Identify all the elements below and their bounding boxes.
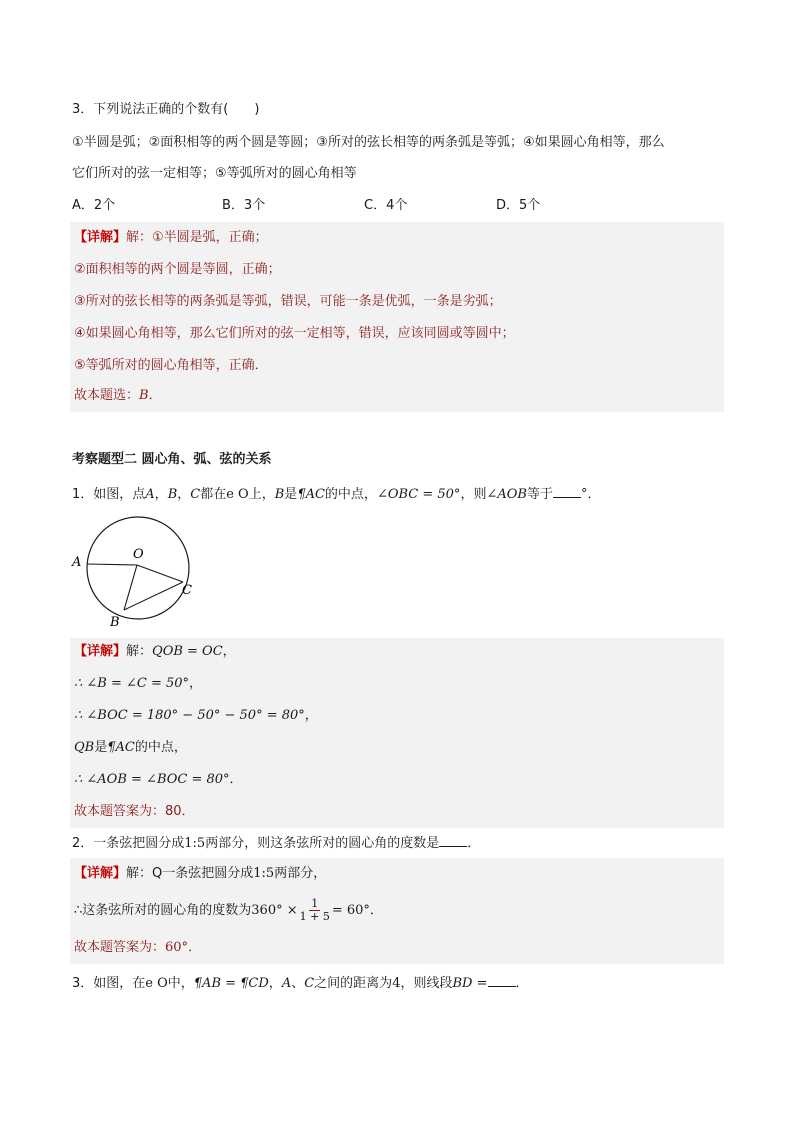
p1-text: 1．如图，点A，B，C都在e O上，B是¶AC的中点，∠OBC = 50°，则∠AOB等于 °． [72, 483, 600, 505]
q3-solution-answer: 故本题选：B． [74, 388, 162, 403]
q3-solution-line5: ⑤等弧所对的圆心角相等，正确． [74, 358, 268, 373]
p2-solution-line2: ∴这条弦所对的圆心角的度数为360° × $\frac{1}{1 + 5}$ = 60°． [74, 897, 383, 923]
q3-solution-line4: ④如果圆心角相等，那么它们所对的弦一定相等，错误，应该同圆或等圆中； [74, 326, 515, 341]
p2-solution-answer: 故本题答案为：60°． [74, 940, 202, 955]
q3-solution-box [70, 222, 724, 412]
answer-blank [553, 483, 581, 498]
p2-text: 2．一条弦把圆分成1:5两部分，则这条弦所对的圆心角的度数是 ． [72, 832, 480, 854]
answer-blank [488, 972, 516, 987]
label-b: B [110, 615, 120, 630]
label-c: C [182, 583, 192, 598]
q3-solution-line2: ②面积相等的两个圆是等圆，正确； [74, 262, 281, 277]
q3-option-b: B．3个 [222, 198, 266, 213]
solution-tag: 【详解】 [74, 230, 127, 245]
segment-ao [87, 564, 137, 565]
p2-solution-line1: 【详解】解：Q一条弦把圆分成1:5两部分， [74, 866, 327, 881]
circle-figure [66, 512, 206, 636]
answer-blank [439, 832, 467, 847]
segment-oc [137, 565, 183, 582]
segment-bc [124, 582, 183, 610]
q3-option-c: C．4个 [364, 198, 408, 213]
q3-title: 3．下列说法正确的个数有( ) [72, 102, 260, 117]
p1-solution-box [70, 638, 724, 828]
p3-text: 3．如图，在e O中，¶AB = ¶CD，A、C之间的距离为4，则线段BD = ． [72, 972, 529, 994]
p1-solution-line2: ∴ ∠B = ∠C = 50°， [74, 676, 203, 691]
section-title: 考察题型二 圆心角、弧、弦的关系 [72, 452, 272, 467]
p1-solution-answer: 故本题答案为：80． [74, 804, 195, 819]
p1-solution-line4: QB是¶AC的中点， [74, 740, 187, 755]
q3-solution-line3: ③所对的弦长相等的两条弧是等弧，错误，可能一条是优弧，一条是劣弧； [74, 294, 502, 309]
label-a: A [72, 555, 82, 570]
p1-solution-line1: 【详解】解：QOB = OC， [74, 644, 236, 659]
q3-line2: 它们所对的弦一定相等；⑤等弧所对的圆心角相等 [72, 166, 357, 181]
fraction: $\frac{1}{1 + 5}$ [299, 897, 330, 923]
q3-solution-line1: 【详解】解：①半圆是弧，正确； [74, 230, 268, 245]
p1-solution-line3: ∴ ∠BOC = 180° − 50° − 50° = 80°， [74, 708, 318, 723]
q3-line1: ①半圆是弧；②面积相等的两个圆是等圆；③所对的弦长相等的两条弧是等弧；④如果圆心角相等，那么 [72, 135, 665, 150]
label-o: O [133, 547, 144, 562]
p1-solution-line5: ∴ ∠AOB = ∠BOC = 80°． [74, 772, 243, 787]
q3-option-a: A．2个 [72, 198, 116, 213]
q3-option-d: D．5个 [496, 198, 541, 213]
segment-ob [124, 565, 137, 610]
p2-solution-box [70, 858, 724, 964]
